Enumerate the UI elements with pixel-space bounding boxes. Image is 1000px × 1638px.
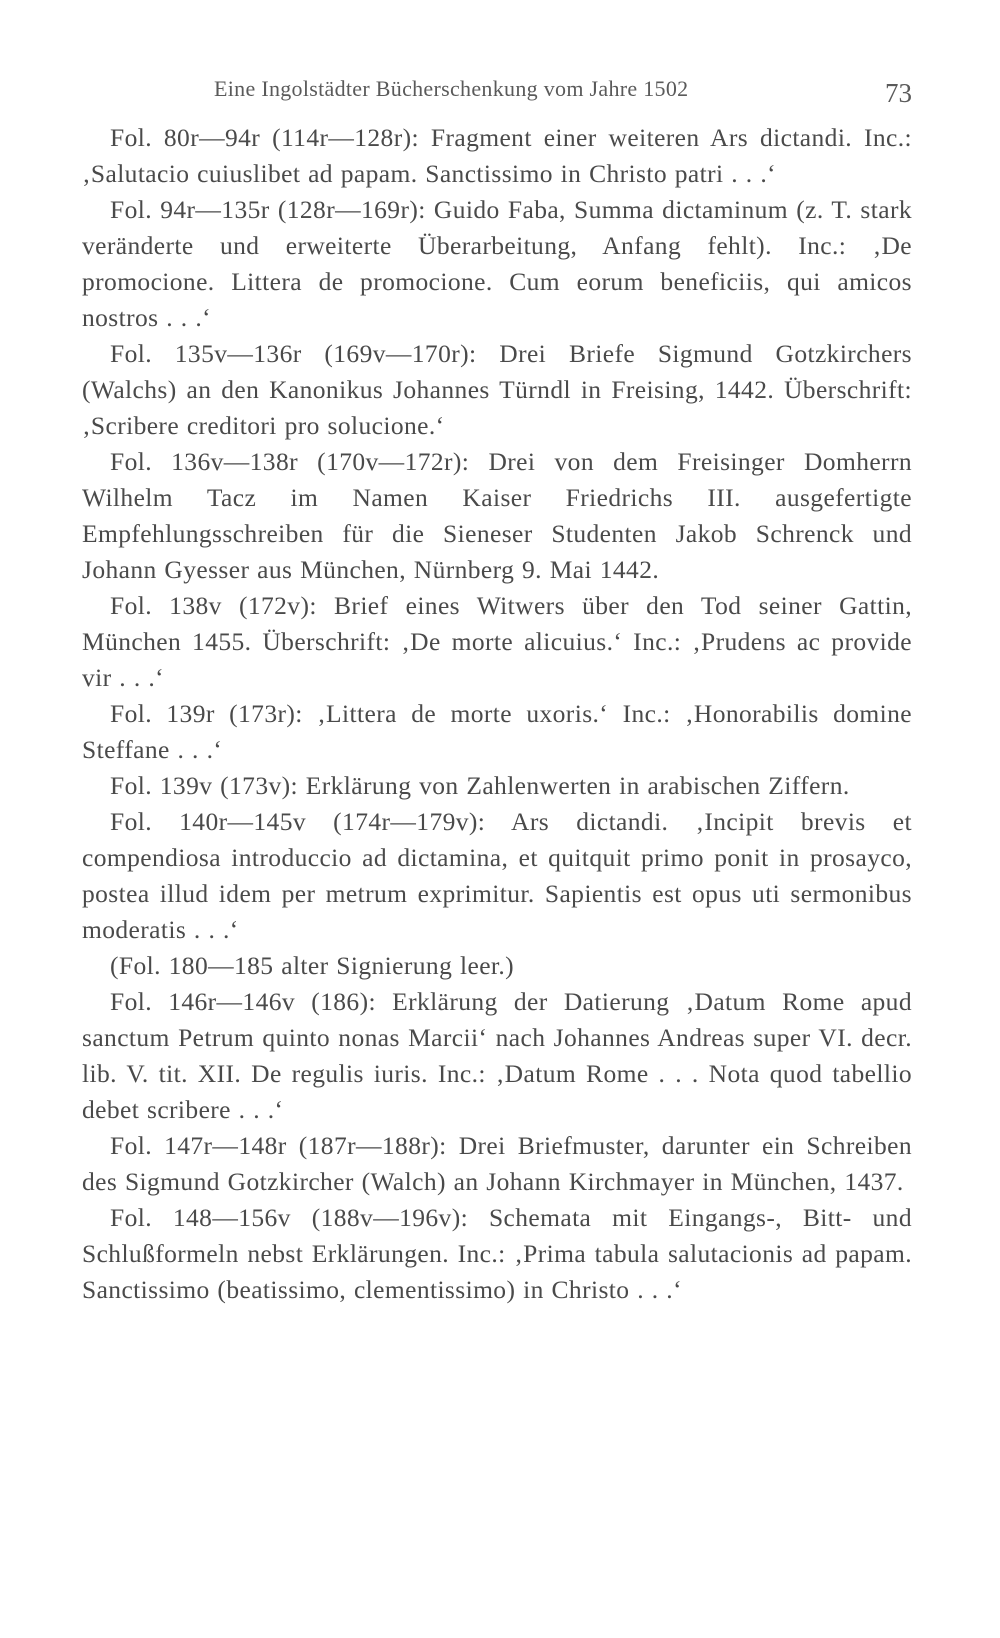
catalog-entry: Fol. 146r—146v (186): Erklärung der Datierung ‚Datum Rome apud sanctum Petrum quinto nonas Marcii‘ nach Johannes Andreas super VI. decr. lib. V. tit. XII. De regulis iuris. Inc.: ‚Datum Rome . . . Nota quod tabellio debet scribere . . .‘	[82, 987, 912, 1124]
catalog-entry: Fol. 139v (173v): Erklärung von Zahlenwerten in arabischen Ziffern.	[110, 771, 850, 800]
catalog-entry: Fol. 147r—148r (187r—188r): Drei Briefmuster, darunter ein Schreiben des Sigmund Gotzkircher (Walch) an Johann Kirchmayer in München, 1437.	[82, 1131, 912, 1196]
catalog-entry: Fol. 139r (173r): ‚Littera de morte uxoris.‘ Inc.: ‚Honorabilis domine Steffane . . .‘	[82, 699, 912, 764]
catalog-entry: Fol. 135v—136r (169v—170r): Drei Briefe Sigmund Gotzkirchers (Walchs) an den Kanonikus Johannes Türndl in Freising, 1442. Überschrift: ‚Scribere creditori pro solucione.‘	[82, 339, 912, 440]
catalog-entry: (Fol. 180—185 alter Signierung leer.)	[110, 951, 515, 980]
catalog-entry: Fol. 80r—94r (114r—128r): Fragment einer weiteren Ars dictandi. Inc.: ‚Salutacio cuiuslibet ad papam. Sanctissimo in Christo patri . . .‘	[82, 123, 912, 188]
body-text	[82, 120, 912, 1308]
catalog-entry: Fol. 148—156v (188v—196v): Schemata mit Eingangs-, Bitt- und Schlußformeln nebst Erklärungen. Inc.: ‚Prima tabula salutacionis ad papam. Sanctissimo (beatissimo, clementissimo) in Christo . . .‘	[82, 1203, 912, 1304]
running-title: Eine Ingolstädter Bücherschenkung vom Jahre 1502	[214, 76, 689, 101]
catalog-entry: Fol. 140r—145v (174r—179v): Ars dictandi. ‚Incipit brevis et compendiosa introduccio ad dictamina, et quitquit primo ponit in prosayco, postea illud idem per metrum exprimitur. Sapientis est opus uti sermonibus moderatis . . .‘	[82, 807, 912, 944]
catalog-entry: Fol. 138v (172v): Brief eines Witwers über den Tod seiner Gattin, München 1455. Überschrift: ‚De morte alicuius.‘ Inc.: ‚Prudens ac provide vir . . .‘	[82, 591, 912, 692]
catalog-entry: Fol. 136v—138r (170v—172r): Drei von dem Freisinger Domherrn Wilhelm Tacz im Namen Kaiser Friedrichs III. ausgefertigte Empfehlungsschreiben für die Sieneser Studenten Jakob Schrenck und Johann Gyesser aus München, Nürnberg 9. Mai 1442.	[82, 447, 912, 584]
page-number: 73	[885, 78, 912, 108]
catalog-entry: Fol. 94r—135r (128r—169r): Guido Faba, Summa dictaminum (z. T. stark veränderte und erweiterte Überarbeitung, Anfang fehlt). Inc.: ‚De promocione. Littera de promocione. Cum eorum beneficiis, qui amicos nostros . . .‘	[82, 195, 912, 332]
running-head	[82, 72, 912, 112]
document-page	[82, 72, 912, 1308]
